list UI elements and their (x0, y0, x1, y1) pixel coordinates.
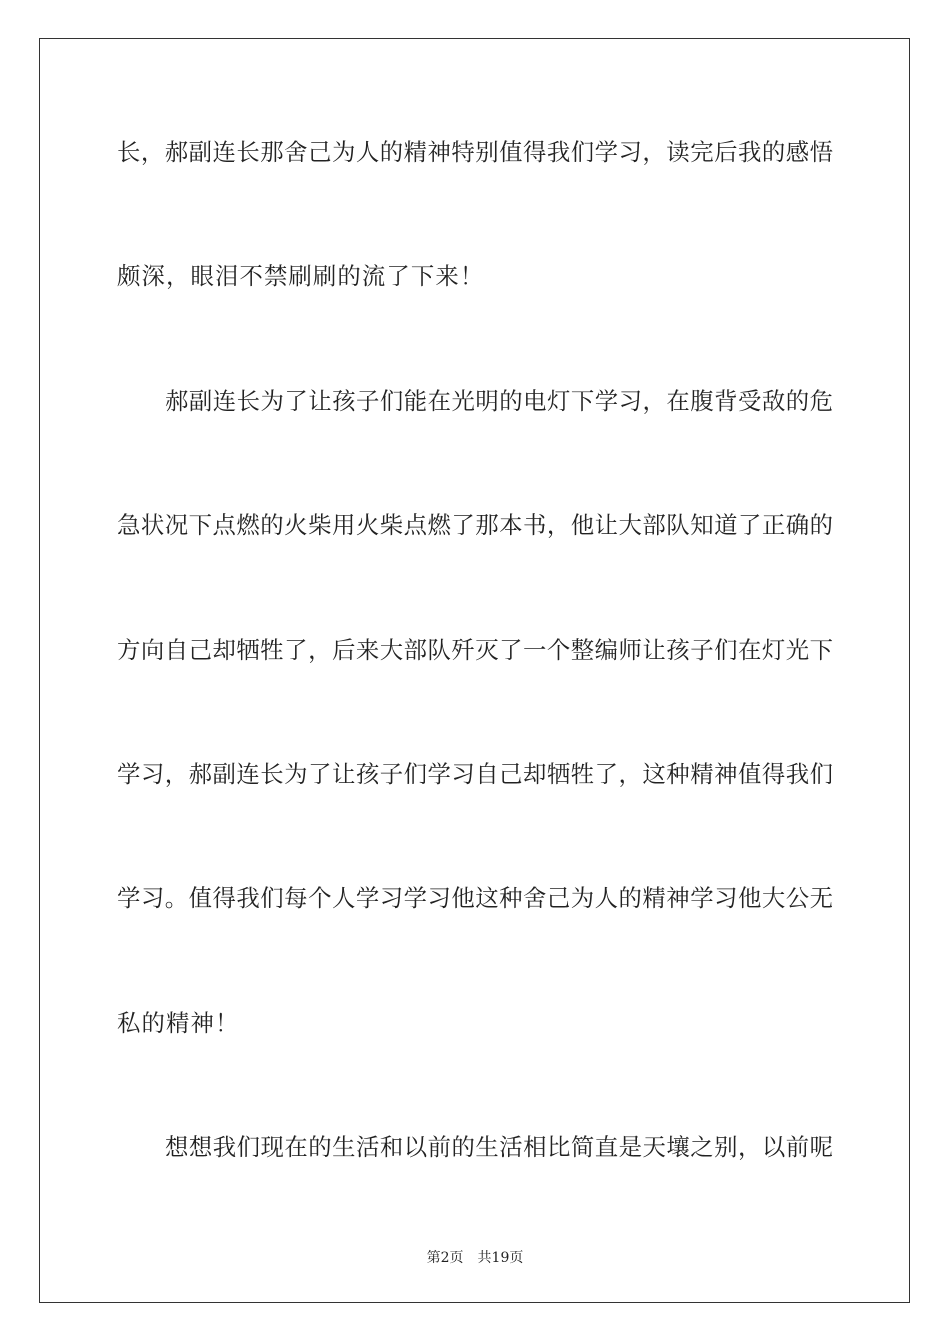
text-line: 长，郝副连长那舍己为人的精神特别值得我们学习，读完后我的感悟 (117, 138, 833, 166)
text-line: 急状况下点燃的火柴用火柴点燃了那本书，他让大部队知道了正确的 (117, 511, 833, 540)
page-number: 第2页 (426, 1250, 464, 1266)
text-line: 学习，郝副连长为了让孩子们学习自己却牺牲了，这种精神值得我们 (117, 759, 833, 788)
paragraph-start-line: 郝副连长为了让孩子们能在光明的电灯下学习，在腹背受敌的危 (165, 386, 833, 415)
text-line: 方向自己却牺牲了，后来大部队歼灭了一个整编师让孩子们在灯光下 (117, 635, 833, 664)
text-line: 学习。值得我们每个人学习学习他这种舍己为人的精神学习他大公无 (117, 884, 833, 913)
page-total: 共19页 (477, 1250, 524, 1266)
text-line: 颇深，眼泪不禁刷刷的流了下来！ (117, 262, 485, 291)
page-footer (0, 1248, 950, 1268)
document-body (117, 122, 833, 1242)
text-line: 私的精神！ (117, 1008, 240, 1037)
paragraph-start-line: 想想我们现在的生活和以前的生活相比简直是天壤之别，以前呢 (165, 1133, 833, 1162)
